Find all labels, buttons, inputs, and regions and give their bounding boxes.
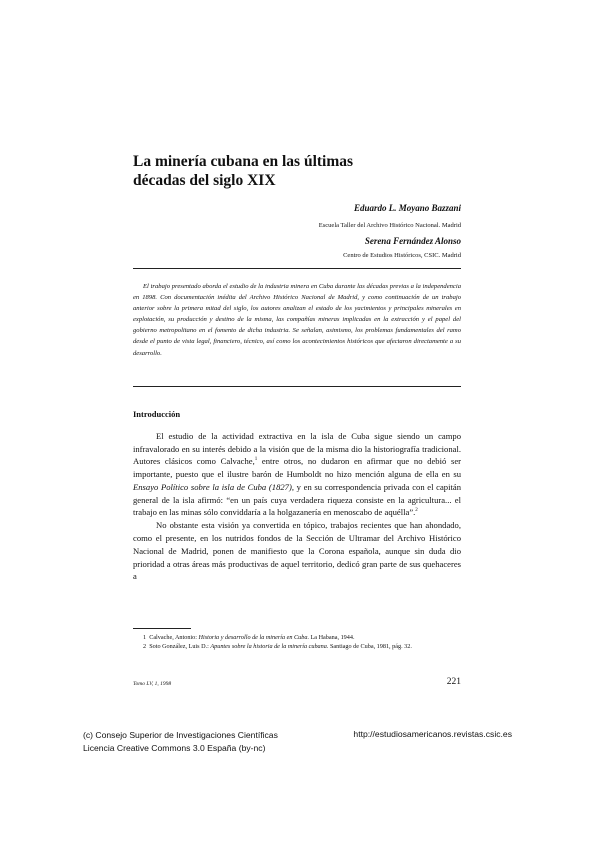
abstract: El trabajo presentado aborda el estudio de la industria minera en Cuba durante las décadas previas a la independencia en 1898. Con documentación inédita del Archivo Histórico Nacional de Madrid, y como continuación de un trabajo anterior sobre la primera mitad del siglo, los autores analizan el estado de los yacimientos y principales minerales en explotación, su producción y destino de la misma, las compañías mineras implicadas en la extracción y el papel del gobierno metropolitano en el fomento de dicha industria. Se señalan, asimismo, los problemas fundamentales del ramo desde el punto de vista legal, financiero, técnico, así como los acontecimientos históricos que afectaron directamente a su desarrollo. — [133, 283, 461, 357]
footnote-rule — [133, 628, 191, 629]
footnote-1-author: Calvache, Antonio: — [149, 634, 199, 641]
footnotes — [133, 633, 461, 651]
footnote-ref-1[interactable]: 1 — [254, 457, 258, 463]
author-1-name: Eduardo L. Moyano Bazzani — [353, 203, 461, 213]
title-line-2: décadas del siglo XIX — [133, 172, 276, 189]
p1-text-c: , y en su correspondencia privada con el capitán general de la isla afirmó: “en un país cuya verdadera riqueza consiste en la agricultura... el trabajo en las minas sólo conviddaría a la holgazanería en menoscabo de aquélla”. — [133, 481, 461, 518]
paragraph-1 — [133, 430, 461, 519]
footnote-2-work: Apuntes sobre la historia de la minería cubana — [210, 643, 327, 650]
author-1-affiliation: Escuela Taller del Archivo Histórico Nacional. Madrid — [318, 222, 461, 229]
footnote-1-work: Historia y desarrollo de la minería en Cuba — [198, 634, 308, 641]
page-number: 221 — [446, 677, 461, 687]
p1-cited-work: Ensayo Político sobre la isla de Cuba (1827) — [133, 481, 292, 492]
body-text — [133, 430, 461, 583]
footnote-1-number: 1 — [143, 634, 147, 641]
journal-volume: Tomo LV, 1, 1998 — [133, 681, 172, 687]
footnote-2-author: Soto González, Luis D.: — [149, 643, 211, 650]
p1-text-b: entre otros, no dudaron en afirmar que no debió ser importante, puesto que el ilustre barón de Humboldt no hizo mención alguna de ella en su — [133, 456, 462, 480]
footnote-2 — [133, 642, 461, 651]
footnote-1 — [133, 633, 461, 642]
paragraph-2: No obstante esta visión ya convertida en tópico, trabajos recientes que han ahondado, como el presente, en los nutridos fondos de la Sección de Ultramar del Archivo Histórico Nacional de Madrid, ponen de manifiesto que la Corona española, aunque sin duda dio prioridad a otras áreas más productivas de aquel territorio, dedicó gran parte de sus quehaceres a — [133, 520, 461, 582]
author-2-affiliation: Centro de Estudios Históricos, CSIC. Madrid — [343, 252, 461, 259]
footnote-2-publication: . Santiago de Cuba, 1981, pág. 32. — [326, 643, 412, 650]
abstract-bottom-rule — [133, 386, 461, 387]
footnote-2-number: 2 — [143, 643, 147, 650]
abstract-top-rule — [133, 268, 461, 269]
footnote-ref-2[interactable]: 2 — [415, 508, 418, 514]
author-2-name: Serena Fernández Alonso — [364, 236, 461, 246]
title-line-1: La minería cubana en las últimas — [133, 153, 354, 170]
license-line-1: (c) Consejo Superior de Investigaciones Científicas — [83, 730, 278, 740]
journal-url-link[interactable]: http://estudiosamericanos.revistas.csic.es — [353, 729, 512, 739]
footnote-1-publication: . La Habana, 1944. — [307, 634, 355, 641]
article-title — [133, 152, 463, 190]
p1-text-a: El estudio de la actividad extractiva en la isla de Cuba sigue siendo un campo infravalorado en su interés debido a la visión que de la misma dio la historiografía tradicional. Autores clásicos como Calvache, — [133, 431, 461, 467]
section-heading: Introducción — [133, 409, 181, 419]
license-line-2[interactable]: Licencia Creative Commons 3.0 España (by-nc) — [83, 743, 266, 753]
license-notice — [83, 729, 278, 755]
